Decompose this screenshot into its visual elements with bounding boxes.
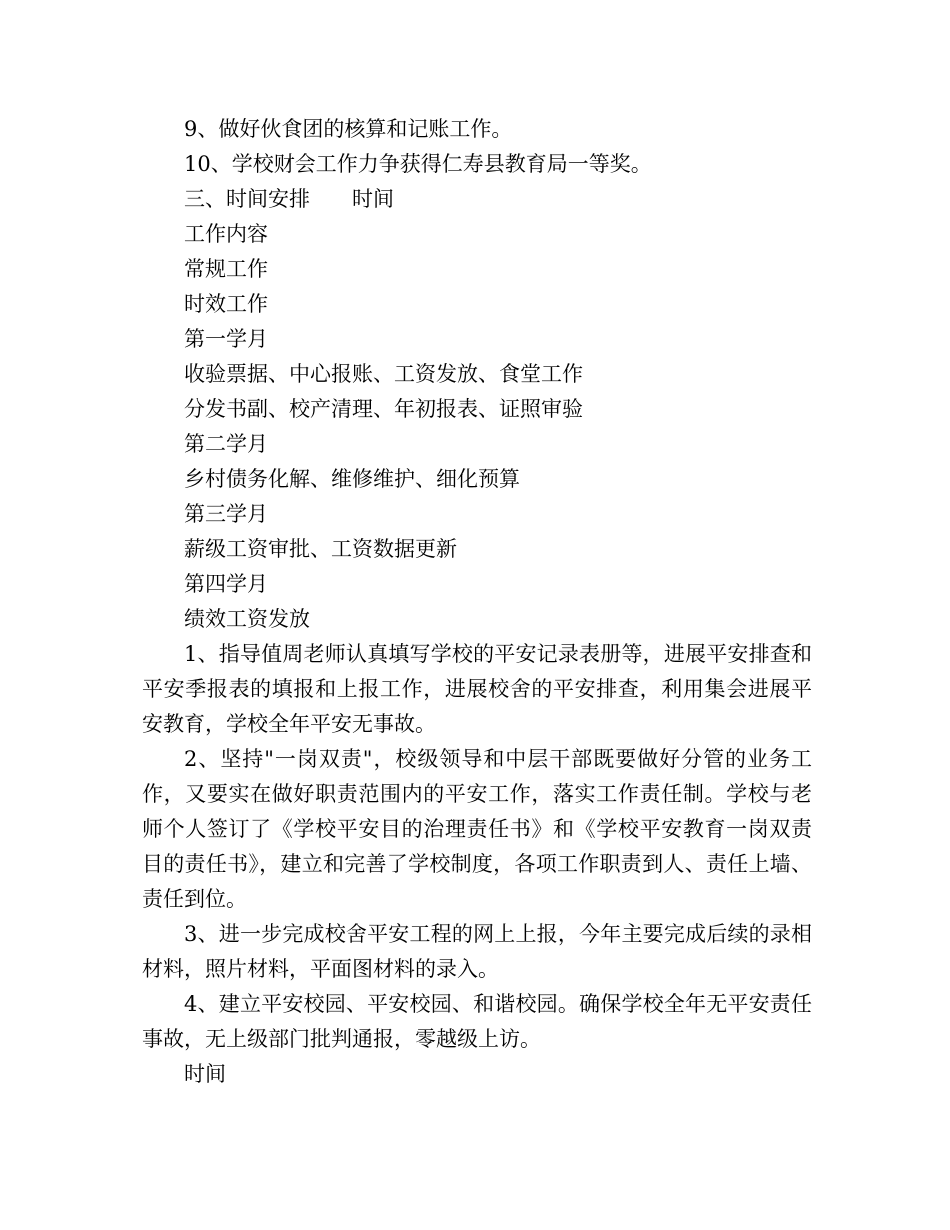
table-header-routine: 常规工作 [184, 257, 268, 281]
task-text: 收验票据、中心报账、工资发放、食堂工作 [184, 362, 583, 386]
task-text: 分发书副、校产清理、年初报表、证照审验 [184, 397, 583, 421]
paragraph-1: 1、指导值周老师认真填写学校的平安记录表册等，进展平安排查和平安季报表的填报和上报工作，进展校舍的平安排查，利用集会进展平安教育，学校全年平安无事故。 [142, 642, 812, 736]
month-label: 第一学月 [184, 327, 268, 351]
text-line: 9、做好伙食团的核算和记账工作。 [184, 117, 513, 141]
task-text: 乡村债务化解、维修维护、细化预算 [184, 467, 520, 491]
section-heading-line [142, 182, 812, 217]
task-text: 绩效工资发放 [184, 607, 310, 631]
table-header-content: 工作内容 [184, 222, 268, 246]
text-line: 10、学校财会工作力争获得仁寿县教育局一等奖。 [184, 152, 652, 176]
document-body [142, 112, 812, 1092]
table-header-time: 时间 [352, 187, 394, 211]
task-text: 薪级工资审批、工资数据更新 [184, 537, 457, 561]
month-label: 第四学月 [184, 572, 268, 596]
month-label: 第三学月 [184, 502, 268, 526]
paragraph-2: 2、坚持"一岗双责"，校级领导和中层干部既要做好分管的业务工作，又要实在做好职责范围内的平安工作，落实工作责任制。学校与老师个人签订了《学校平安目的治理责任书》和《学校平安教育一岗双责目的责任书》，建立和完善了学校制度，各项工作职责到人、责任上墙、责任到位。 [142, 747, 812, 911]
paragraph-4: 4、建立平安校园、平安校园、和谐校园。确保学校全年无平安责任事故，无上级部门批判通报，零越级上访。 [142, 992, 812, 1051]
text-line: 时间 [184, 1062, 226, 1086]
month-label: 第二学月 [184, 432, 268, 456]
section-heading: 三、时间安排 [184, 187, 310, 211]
table-header-timely: 时效工作 [184, 292, 268, 316]
paragraph-3: 3、进一步完成校舍平安工程的网上上报，今年主要完成后续的录相材料，照片材料，平面图材料的录入。 [142, 922, 812, 981]
